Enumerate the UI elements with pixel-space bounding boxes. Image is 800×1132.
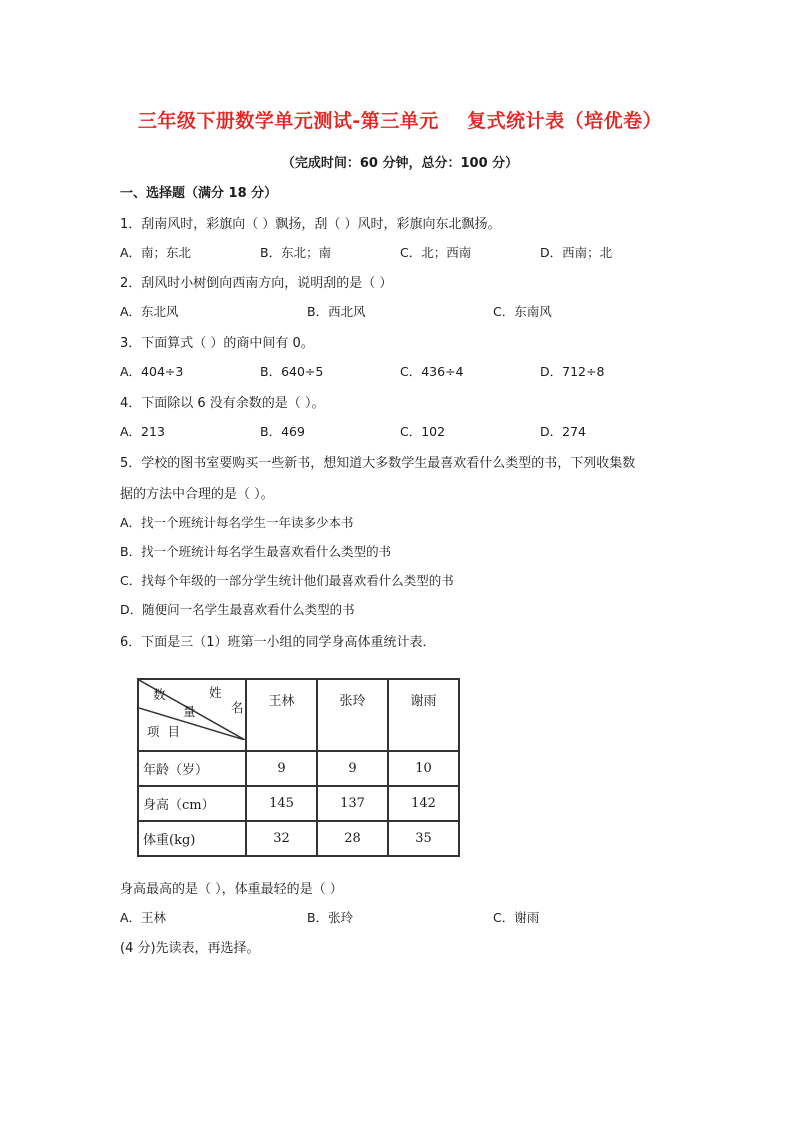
- q4-option-c: C．102: [400, 424, 446, 439]
- table-cell: 142: [388, 786, 459, 821]
- row-label-age: 年龄（岁）: [138, 751, 246, 786]
- page-subtitle: （完成时间：60 分钟，总分：100 分）: [281, 156, 519, 171]
- row-label-weight: 体重(kg): [138, 821, 246, 856]
- stats-table: [137, 678, 460, 857]
- corner-label-liang: 量: [183, 704, 196, 719]
- q5-option-c: C．找每个年级的一部分学生统计他们最喜欢看什么类型的书: [120, 573, 454, 588]
- table-row: [138, 821, 459, 856]
- q1-option-a: A．南；东北: [120, 245, 192, 260]
- table-header-row: [138, 679, 459, 751]
- table-cell: 145: [246, 786, 317, 821]
- table-row: [138, 751, 459, 786]
- question-5-continued: 据的方法中合理的是（ ）。: [120, 487, 274, 502]
- q5-option-d: D．随便问一名学生最喜欢看什么类型的书: [120, 602, 355, 617]
- q2-option-b: B．西北风: [307, 304, 366, 319]
- q6-option-b: B．张玲: [307, 910, 354, 925]
- row-label-height: 身高（cm）: [138, 786, 246, 821]
- table-cell: 137: [317, 786, 388, 821]
- footer-instruction: (4 分)先读表，再选择。: [120, 941, 260, 956]
- q3-option-a: A．404÷3: [120, 364, 184, 379]
- table-cell: 9: [317, 751, 388, 786]
- table-row: [138, 786, 459, 821]
- corner-label-xing: 姓: [209, 685, 222, 700]
- q3-option-b: B．640÷5: [260, 364, 324, 379]
- q4-option-d: D．274: [540, 424, 586, 439]
- header-wanglin: 王林: [246, 679, 317, 751]
- corner-label-ming: 名: [231, 700, 244, 715]
- q1-option-c: C．北；西南: [400, 245, 472, 260]
- question-1: 1．刮南风时，彩旗向（ ）飘扬，刮（ ）风时，彩旗向东北飘扬。: [120, 217, 501, 232]
- q4-option-b: B．469: [260, 424, 305, 439]
- header-zhangling: 张玲: [317, 679, 388, 751]
- q2-option-a: A．东北风: [120, 304, 179, 319]
- q1-option-d: D．西南；北: [540, 245, 613, 260]
- table-cell: 35: [388, 821, 459, 856]
- q3-option-c: C．436÷4: [400, 364, 464, 379]
- q6-option-a: A．王林: [120, 910, 167, 925]
- question-3: 3．下面算式（ ）的商中间有 0。: [120, 336, 314, 351]
- header-xieyu: 谢雨: [388, 679, 459, 751]
- q5-option-a: A．找一个班统计每名学生一年读多少本书: [120, 515, 354, 530]
- q2-option-c: C．东南风: [493, 304, 552, 319]
- table-corner-cell: [138, 679, 246, 751]
- corner-label-shu: 数: [153, 687, 166, 702]
- table-cell: 28: [317, 821, 388, 856]
- q4-option-a: A．213: [120, 424, 165, 439]
- q5-option-b: B．找一个班统计每名学生最喜欢看什么类型的书: [120, 544, 392, 559]
- question-2: 2．刮风时小树倒向西南方向，说明刮的是（ ）: [120, 276, 393, 291]
- question-6-prompt: 身高最高的是（ ），体重最轻的是（ ）: [120, 882, 343, 897]
- section-heading: 一、选择题（满分 18 分）: [120, 186, 278, 201]
- question-5: 5．学校的图书室要购买一些新书，想知道大多数学生最喜欢看什么类型的书，下列收集数: [120, 456, 636, 471]
- question-4: 4．下面除以 6 没有余数的是（ ）。: [120, 396, 325, 411]
- q1-option-b: B．东北；南: [260, 245, 332, 260]
- table-cell: 9: [246, 751, 317, 786]
- table-cell: 10: [388, 751, 459, 786]
- corner-label-item: 项 目: [147, 724, 180, 739]
- q3-option-d: D．712÷8: [540, 364, 605, 379]
- q6-option-c: C．谢雨: [493, 910, 540, 925]
- question-6: 6．下面是三（1）班第一小组的同学身高体重统计表．: [120, 635, 436, 650]
- page-title: 三年级下册数学单元测试-第三单元 复式统计表（培优卷）: [137, 110, 663, 132]
- table-cell: 32: [246, 821, 317, 856]
